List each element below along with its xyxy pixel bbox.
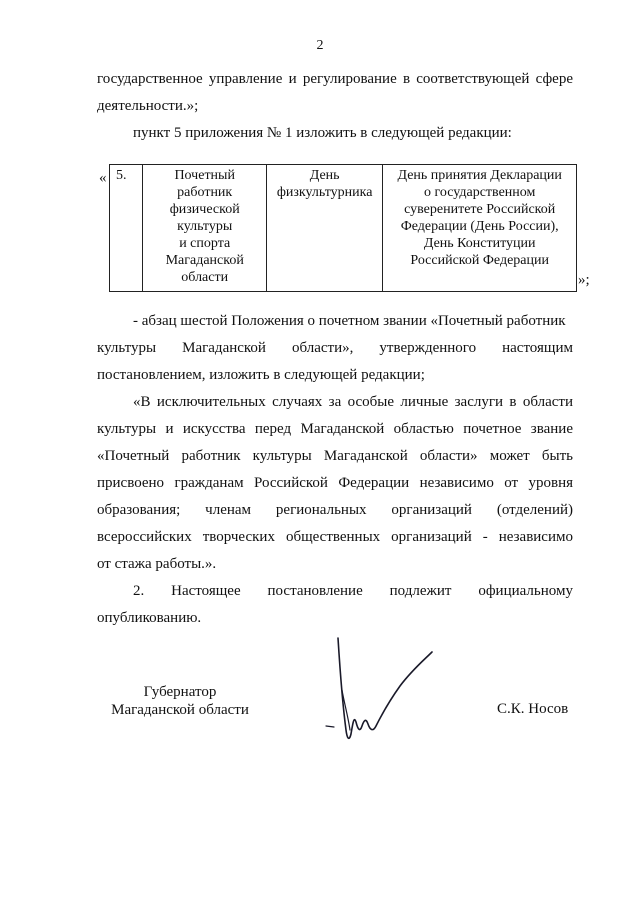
title-line: физической: [169, 202, 240, 217]
date-line: День принятия Декларации: [397, 168, 562, 183]
paragraph-4-line-1: «В исключительных случаях за особые личные заслуги в области: [133, 394, 573, 410]
paragraph-4-line-2: культуры и искусства перед Магаданской областью почетное звание: [97, 421, 573, 437]
signer-title: [100, 683, 260, 719]
paragraph-4-line-6: всероссийских творческих общественных организаций - независимо: [97, 529, 573, 545]
table-quote-open: «: [99, 170, 107, 186]
title-line: Магаданской: [165, 253, 244, 268]
title-line: Почетный: [174, 168, 235, 183]
paragraph-1-line-1: государственное управление и регулирование в соответствующей сфере: [97, 71, 573, 87]
paragraph-3-line-2: культуры Магаданской области», утвержденного настоящим: [97, 340, 573, 356]
paragraph-4-line-3: «Почетный работник культуры Магаданской области» может быть: [97, 448, 573, 464]
paragraph-5-line-1: 2. Настоящее постановление подлежит официальному: [133, 583, 573, 599]
paragraph-4-line-5: образования; членам региональных организаций (отделений): [97, 502, 573, 518]
table-cell-date: [383, 165, 577, 292]
day-line: физкультурника: [276, 185, 373, 200]
title-line: области: [181, 270, 229, 285]
day-line: День: [309, 168, 340, 183]
table-row: [110, 165, 577, 292]
paragraph-5-line-2: опубликованию.: [97, 610, 202, 626]
title-line: и спорта: [179, 236, 231, 251]
table-cell-title: [143, 165, 266, 292]
award-table: [109, 164, 577, 292]
title-line: работник: [177, 185, 233, 200]
date-line: День Конституции: [423, 236, 536, 251]
date-line: Российской Федерации: [410, 253, 549, 268]
paragraph-2: пункт 5 приложения № 1 изложить в следующей редакции:: [133, 125, 512, 141]
date-line: суверенитете Российской: [404, 202, 556, 217]
handwritten-signature: [320, 630, 450, 750]
table-cell-day: [266, 165, 382, 292]
page-number: 2: [316, 38, 324, 53]
signer-name: С.К. Носов: [497, 701, 569, 717]
date-line: о государственном: [423, 185, 536, 200]
date-line: Федерации (День России),: [400, 219, 559, 234]
signer-title-line-2: Магаданской области: [111, 702, 249, 718]
title-line: культуры: [177, 219, 233, 234]
paragraph-3-line-3: постановлением, изложить в следующей редакции;: [97, 367, 425, 383]
table-quote-close: »;: [578, 272, 590, 288]
paragraph-3-line-1: - абзац шестой Положения о почетном звании «Почетный работник: [133, 313, 566, 329]
paragraph-1-line-2: деятельности.»;: [97, 98, 199, 114]
paragraph-4-line-4: присвоено гражданам Российской Федерации независимо от уровня: [97, 475, 573, 491]
paragraph-4-line-7: от стажа работы.».: [97, 556, 217, 572]
table-cell-number: 5.: [110, 165, 143, 292]
signer-title-line-1: Губернатор: [143, 684, 217, 700]
